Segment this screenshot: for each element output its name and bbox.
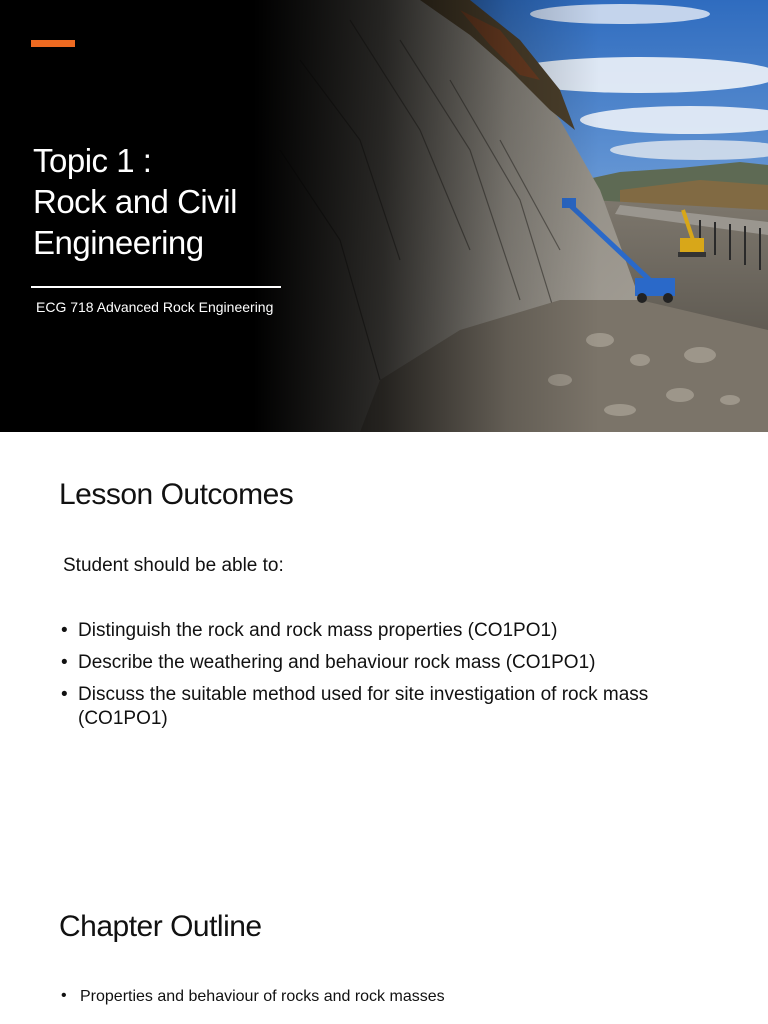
lesson-outcomes-slide — [0, 432, 768, 864]
title-line-3: Engineering — [33, 224, 204, 261]
title-divider — [31, 286, 281, 288]
chapter-outline-heading: Chapter Outline — [59, 910, 262, 943]
chapter-outline-slide — [0, 864, 768, 1024]
title-line-2: Rock and Civil — [33, 183, 237, 220]
accent-bar — [31, 40, 75, 47]
outline-text: Properties and behaviour of rocks and rock masses — [80, 988, 445, 1005]
lesson-outcomes-heading: Lesson Outcomes — [59, 478, 294, 511]
lesson-outcomes-intro: Student should be able to: — [63, 555, 284, 576]
course-subtitle: ECG 718 Advanced Rock Engineering — [36, 299, 274, 315]
bullet-icon: • — [61, 987, 67, 1004]
lesson-outcomes-list — [59, 619, 739, 739]
bullet-icon: • — [61, 652, 68, 673]
list-item — [59, 619, 739, 643]
list-item — [59, 988, 445, 1006]
title-slide — [0, 0, 768, 432]
chapter-outline-list — [59, 988, 445, 1006]
outcome-text: Describe the weathering and behaviour rock mass (CO1PO1) — [78, 652, 596, 673]
list-item — [59, 683, 739, 731]
outcome-text: Distinguish the rock and rock mass properties (CO1PO1) — [78, 620, 558, 641]
outcome-text: Discuss the suitable method used for site investigation of rock mass (CO1PO1) — [78, 684, 649, 729]
slide-title — [33, 140, 293, 263]
bullet-icon: • — [61, 684, 68, 705]
list-item — [59, 651, 739, 675]
title-line-1: Topic 1 : — [33, 142, 152, 179]
bullet-icon: • — [61, 620, 68, 641]
